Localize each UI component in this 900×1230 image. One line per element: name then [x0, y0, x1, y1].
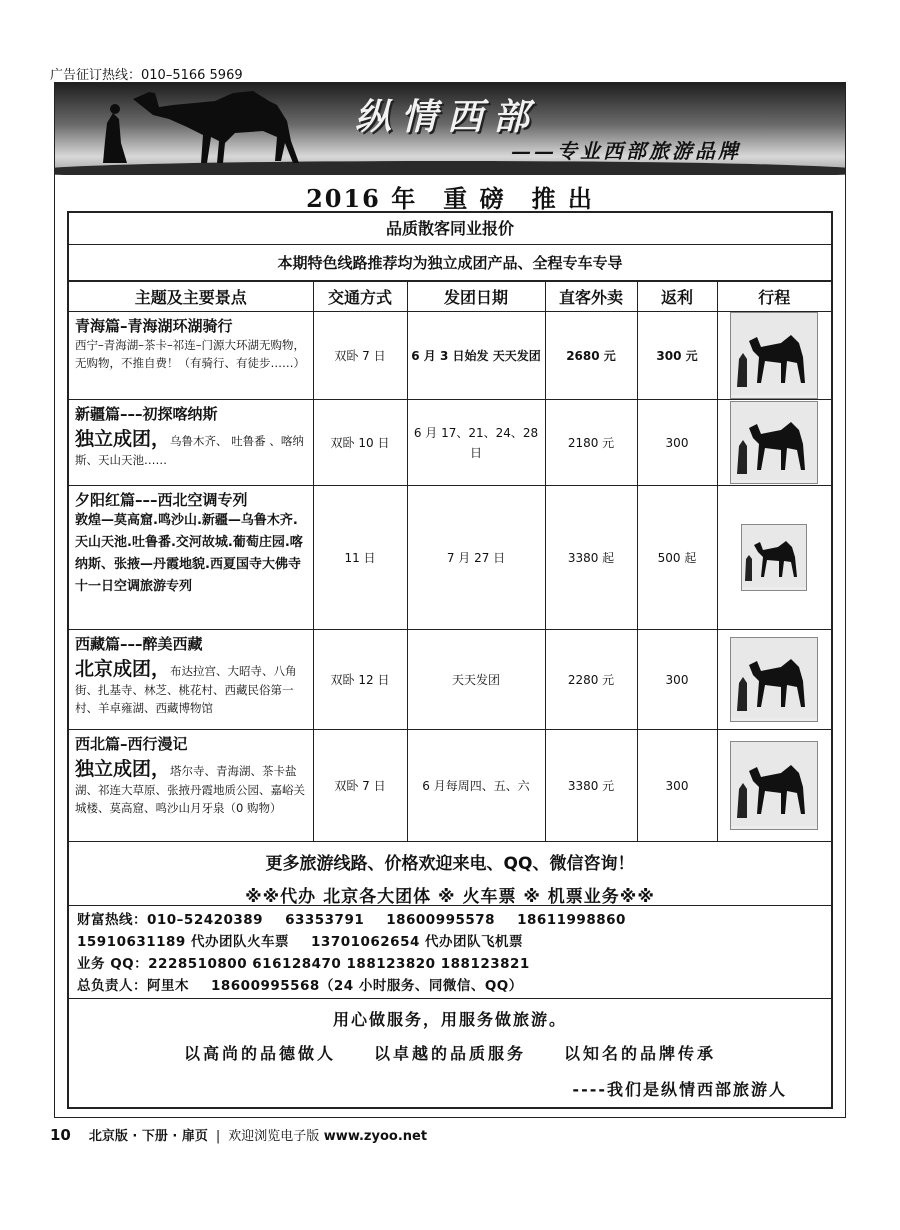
- hotline-number: 63353791: [285, 912, 365, 928]
- hotline-row: [77, 909, 831, 931]
- tour-rebate: 500 起: [637, 486, 717, 630]
- col-header-price: 直客外卖: [545, 282, 637, 312]
- tour-topic-cell: [69, 400, 313, 486]
- table-row: [69, 630, 831, 730]
- ad-frame: [54, 82, 846, 1118]
- tour-intro: 北京成团，: [75, 658, 171, 680]
- top-ad-hotline: 广告征订热线：010–5166 5969: [50, 68, 243, 83]
- tour-departure: 6 月 3 日始发 天天发团: [407, 312, 545, 400]
- hotline-label: 财富热线：: [77, 912, 147, 928]
- col-header-departure: 发团日期: [407, 282, 545, 312]
- tour-rebate: 300: [637, 400, 717, 486]
- tour-desc: 布达拉宫、大昭寺、八角街、扎基寺、林芝、桃花村、西藏民俗第一村、羊卓雍湖、西藏博物馆: [75, 664, 297, 715]
- hotline-number: 18611998860: [517, 912, 626, 928]
- tour-desc: 西宁–青海湖–茶卡–祁连–门源大环湖无购物，无购物，不推自费！（有骑行、有徒步……）: [75, 338, 305, 370]
- qq-label: 业务 QQ：: [77, 956, 149, 972]
- table-row: [69, 486, 831, 630]
- itinerary-camel-thumbnail[interactable]: [730, 741, 818, 830]
- manager-label: 总负责人：: [77, 978, 147, 994]
- tour-price: 2280 元: [545, 630, 637, 730]
- tour-departure: 6 月 17、21、24、28 日: [407, 400, 545, 486]
- footer-separator: |: [215, 1129, 221, 1144]
- motto-line1: 用心做服务，用服务做旅游。: [332, 1010, 567, 1029]
- tour-rebate: 300 元: [637, 312, 717, 400]
- tour-transport: 11 日: [313, 486, 407, 630]
- more-info-line2: ※※代办 北京各大团体 ※ 火车票 ※ 机票业务※※: [245, 887, 655, 907]
- tour-transport: 双卧 7 日: [313, 730, 407, 842]
- tour-topic-cell: [69, 630, 313, 730]
- itinerary-cell: [717, 312, 831, 400]
- motto-line2: [69, 1041, 831, 1064]
- banner: [55, 83, 845, 175]
- table-row: [69, 730, 831, 842]
- itinerary-cell: [717, 486, 831, 630]
- hotline-number: 18600995578: [386, 912, 496, 928]
- motto-block: [69, 999, 831, 1107]
- tour-topic-cell: [69, 312, 313, 400]
- tour-transport: 双卧 12 日: [313, 630, 407, 730]
- tour-rebate: 300: [637, 730, 717, 842]
- tour-desc: 乌鲁木齐、 吐鲁番 、喀纳斯、天山天池……: [75, 434, 304, 467]
- col-header-rebate: 返利: [637, 282, 717, 312]
- col-header-itinerary: 行程: [717, 282, 831, 312]
- tour-price: 3380 元: [545, 730, 637, 842]
- tour-price: 3380 起: [545, 486, 637, 630]
- motto-part1: 以高尚的品德做人: [183, 1044, 336, 1063]
- motto-part3: 以知名的品牌传承: [564, 1044, 717, 1063]
- tour-intro: 独立成团，: [75, 428, 171, 450]
- manager-row: [77, 975, 831, 997]
- itinerary-camel-thumbnail[interactable]: [730, 401, 818, 484]
- motto-signature: ----我们是纵情西部旅游人: [572, 1080, 787, 1099]
- tour-transport: 双卧 10 日: [313, 400, 407, 486]
- tour-title: 西北篇–西行漫记: [75, 735, 188, 753]
- table-row: [69, 312, 831, 400]
- ticket-row: [77, 931, 831, 953]
- qq-numbers: 2228510800 616128470 188123820 188123821: [148, 956, 530, 972]
- tour-departure: 6 月每周四、五、六: [407, 730, 545, 842]
- table-header-row: [69, 282, 831, 312]
- tour-topic-cell: [69, 730, 313, 842]
- tour-title: 西藏篇–––醉美西藏: [75, 635, 203, 653]
- tour-title: 夕阳红篇–––西北空调专列: [75, 491, 248, 509]
- more-info-line1: 更多旅游线路、价格欢迎来电、QQ、微信咨询！: [265, 854, 635, 874]
- tour-title: 新疆篇–––初探喀纳斯: [75, 405, 218, 423]
- section-subtitle: 本期特色线路推荐均为独立成团产品、全程专车专导: [69, 245, 831, 281]
- brand-logo-text: 纵情西部: [355, 96, 540, 138]
- section-title: 品质散客同业报价: [69, 213, 831, 245]
- manager-phone: 18600995568（24 小时服务、同微信、QQ）: [211, 978, 523, 994]
- contact-block: [69, 905, 831, 999]
- itinerary-camel-thumbnail[interactable]: [730, 312, 818, 399]
- site-url-link[interactable]: www.zyoo.net: [323, 1129, 428, 1144]
- tour-departure: 7 月 27 日: [407, 486, 545, 630]
- qq-row: [77, 953, 831, 975]
- itinerary-cell: [717, 630, 831, 730]
- itinerary-camel-thumbnail[interactable]: [730, 637, 818, 722]
- tour-departure: 天天发团: [407, 630, 545, 730]
- footer-welcome: 欢迎浏览电子版: [228, 1129, 320, 1144]
- tour-rebate: 300: [637, 630, 717, 730]
- col-header-topic: 主题及主要景点: [69, 282, 313, 312]
- tour-topic-cell: [69, 486, 313, 630]
- edition-label: 北京版 · 下册 · 扉页: [88, 1129, 208, 1144]
- itinerary-cell: [717, 400, 831, 486]
- tour-intro: 独立成团，: [75, 758, 171, 780]
- tour-price: 2180 元: [545, 400, 637, 486]
- page-number: 10: [50, 1126, 71, 1144]
- train-ticket-line: 15910631189 代办团队火车票: [77, 934, 290, 950]
- flight-ticket-line: 13701062654 代办团队飞机票: [311, 934, 524, 950]
- tour-price: 2680 元: [545, 312, 637, 400]
- brand-slogan: ——专业西部旅游品牌: [511, 139, 741, 163]
- hotline-number: 010–52420389: [147, 912, 264, 928]
- tour-desc: 塔尔寺、青海湖、茶卡盐湖、祁连大草原、张掖丹霞地质公园、嘉峪关城楼、莫高窟、鸣沙山月牙泉（0 购物）: [75, 764, 305, 815]
- motto-part2: 以卓越的品质服务: [373, 1044, 526, 1063]
- table-row: [69, 400, 831, 486]
- tour-title: 青海篇–青海湖环湖骑行: [75, 317, 233, 335]
- tour-desc: 敦煌—莫高窟.鸣沙山.新疆—乌鲁木齐.天山天池.吐鲁番.交河故城.葡萄庄园.喀纳斯、张掖—丹霞地貌.西夏国寺大佛寺十一日空调旅游专列: [75, 513, 303, 594]
- col-header-transport: 交通方式: [313, 282, 407, 312]
- more-info: [69, 843, 831, 906]
- itinerary-cell: [717, 730, 831, 842]
- tour-transport: 双卧 7 日: [313, 312, 407, 400]
- itinerary-camel-thumbnail[interactable]: [741, 524, 807, 591]
- page-footer: [50, 1125, 427, 1144]
- tour-table: [69, 281, 831, 842]
- manager-name: 阿里木: [147, 978, 189, 994]
- price-board: [67, 211, 833, 1109]
- headline: 2016 年 重 磅 推 出: [306, 184, 594, 213]
